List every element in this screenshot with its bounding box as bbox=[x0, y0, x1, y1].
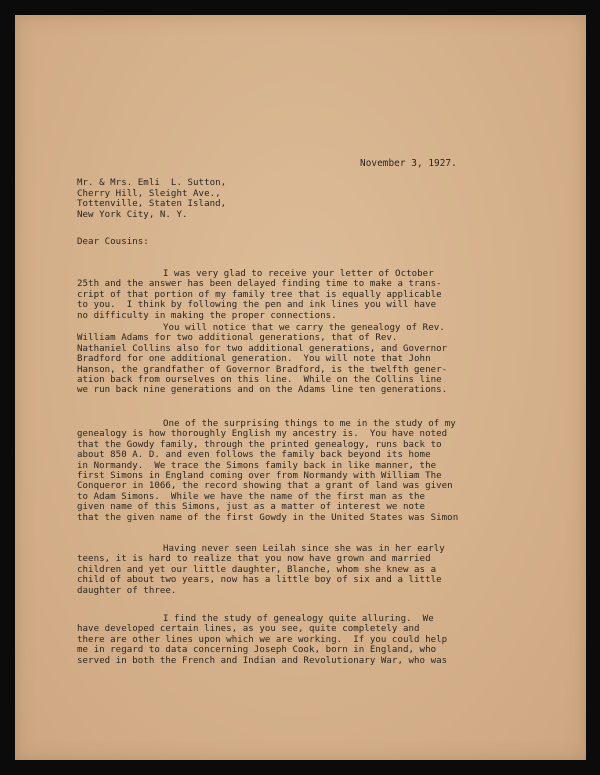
paragraph-line: served in both the French and Indian and Revolutionary War, who was bbox=[77, 655, 448, 666]
paragraph-line: Nathaniel Collins also for two additional generations, and Governor bbox=[77, 343, 448, 354]
salutation: Dear Cousins: bbox=[77, 237, 149, 247]
paragraph-line: genealogy is how thoroughly English my ancestry is. You have noted bbox=[77, 429, 448, 440]
paragraph-line: that the given name of the first Gowdy in the United States was Simon bbox=[77, 512, 459, 523]
paragraph-line: about 850 A. D. and even follows the family back beyond its home bbox=[77, 450, 431, 461]
paragraph-2 bbox=[77, 323, 447, 396]
paragraph-line: no difficulty in making the proper connections. bbox=[77, 310, 337, 321]
address-line: New York City, N. Y. bbox=[77, 209, 188, 220]
paragraph-line: first Simons in England coming over from Normandy with William The bbox=[77, 471, 442, 482]
paragraph-5 bbox=[77, 614, 447, 666]
paragraph-line: ation back from ourselves on this line. While on the Collins line bbox=[77, 375, 442, 386]
paragraph-3 bbox=[77, 419, 458, 523]
letter-page bbox=[15, 15, 586, 760]
paragraph-line: child of about two years, now has a little boy of six and a little bbox=[77, 575, 442, 586]
paragraph-line: given name of this Simons, just as a matter of interest we note bbox=[77, 502, 426, 513]
paragraph-line: daughter of three. bbox=[77, 585, 177, 596]
paragraph-line: cript of that portion of my family tree that is equally applicable bbox=[77, 289, 442, 300]
paragraph-4 bbox=[77, 544, 445, 596]
address-line: Cherry Hill, Sleight Ave., bbox=[77, 188, 221, 199]
paragraph-line: One of the surprising things to me in the study of my bbox=[163, 419, 456, 429]
paragraph-line: there are other lines upon which we are working. If you could help bbox=[77, 634, 448, 645]
paragraph-line: 25th and the answer has been delayed finding time to make a trans- bbox=[77, 279, 442, 290]
paragraph-line: Conqueror in 1066, the record showing that a grant of land was given bbox=[77, 481, 453, 492]
paragraph-line: Having never seen Leilah since she was in her early bbox=[163, 544, 445, 554]
paragraph-line: I was very glad to receive your letter of October bbox=[163, 269, 434, 279]
letter-date: November 3, 1927. bbox=[360, 158, 457, 169]
paragraph-line: in Normandy. We trace the Simons family back in like manner, the bbox=[77, 460, 437, 471]
paragraph-line: we run back nine generations and on the Adams line ten generations. bbox=[77, 385, 448, 396]
paragraph-line: You will notice that we carry the genealogy of Rev. bbox=[163, 323, 445, 333]
paragraph-line: to you. I think by following the pen and ink lines you will have bbox=[77, 300, 437, 311]
paragraph-line: have developed certain lines, as you see, quite completely and bbox=[77, 624, 420, 635]
paragraph-line: I find the study of genealogy quite alluring. We bbox=[163, 614, 434, 624]
paragraph-1 bbox=[77, 269, 442, 321]
paragraph-line: me in regard to data concerning Joseph Cook, born in England, who bbox=[77, 645, 437, 656]
paragraph-line: children and yet our little daughter, Blanche, whom she knew as a bbox=[77, 564, 437, 575]
address-line: Tottenville, Staten Island, bbox=[77, 199, 227, 210]
paragraph-line: that the Gowdy family, through the printed genealogy, runs back to bbox=[77, 439, 442, 450]
recipient-address bbox=[77, 178, 226, 220]
paragraph-line: teens, it is hard to realize that you now have grown and married bbox=[77, 554, 431, 565]
paragraph-line: Hanson, the grandfather of Governor Bradford, is the twelfth gener- bbox=[77, 364, 448, 375]
paragraph-line: Bradford for one additional generation. You will note that John bbox=[77, 354, 431, 365]
paragraph-line: to Adam Simons. While we have the name of the first man as the bbox=[77, 491, 426, 502]
address-line: Mr. & Mrs. Emli L. Sutton, bbox=[77, 178, 227, 188]
paragraph-line: William Adams for two additional generations, that of Rev. bbox=[77, 333, 398, 344]
